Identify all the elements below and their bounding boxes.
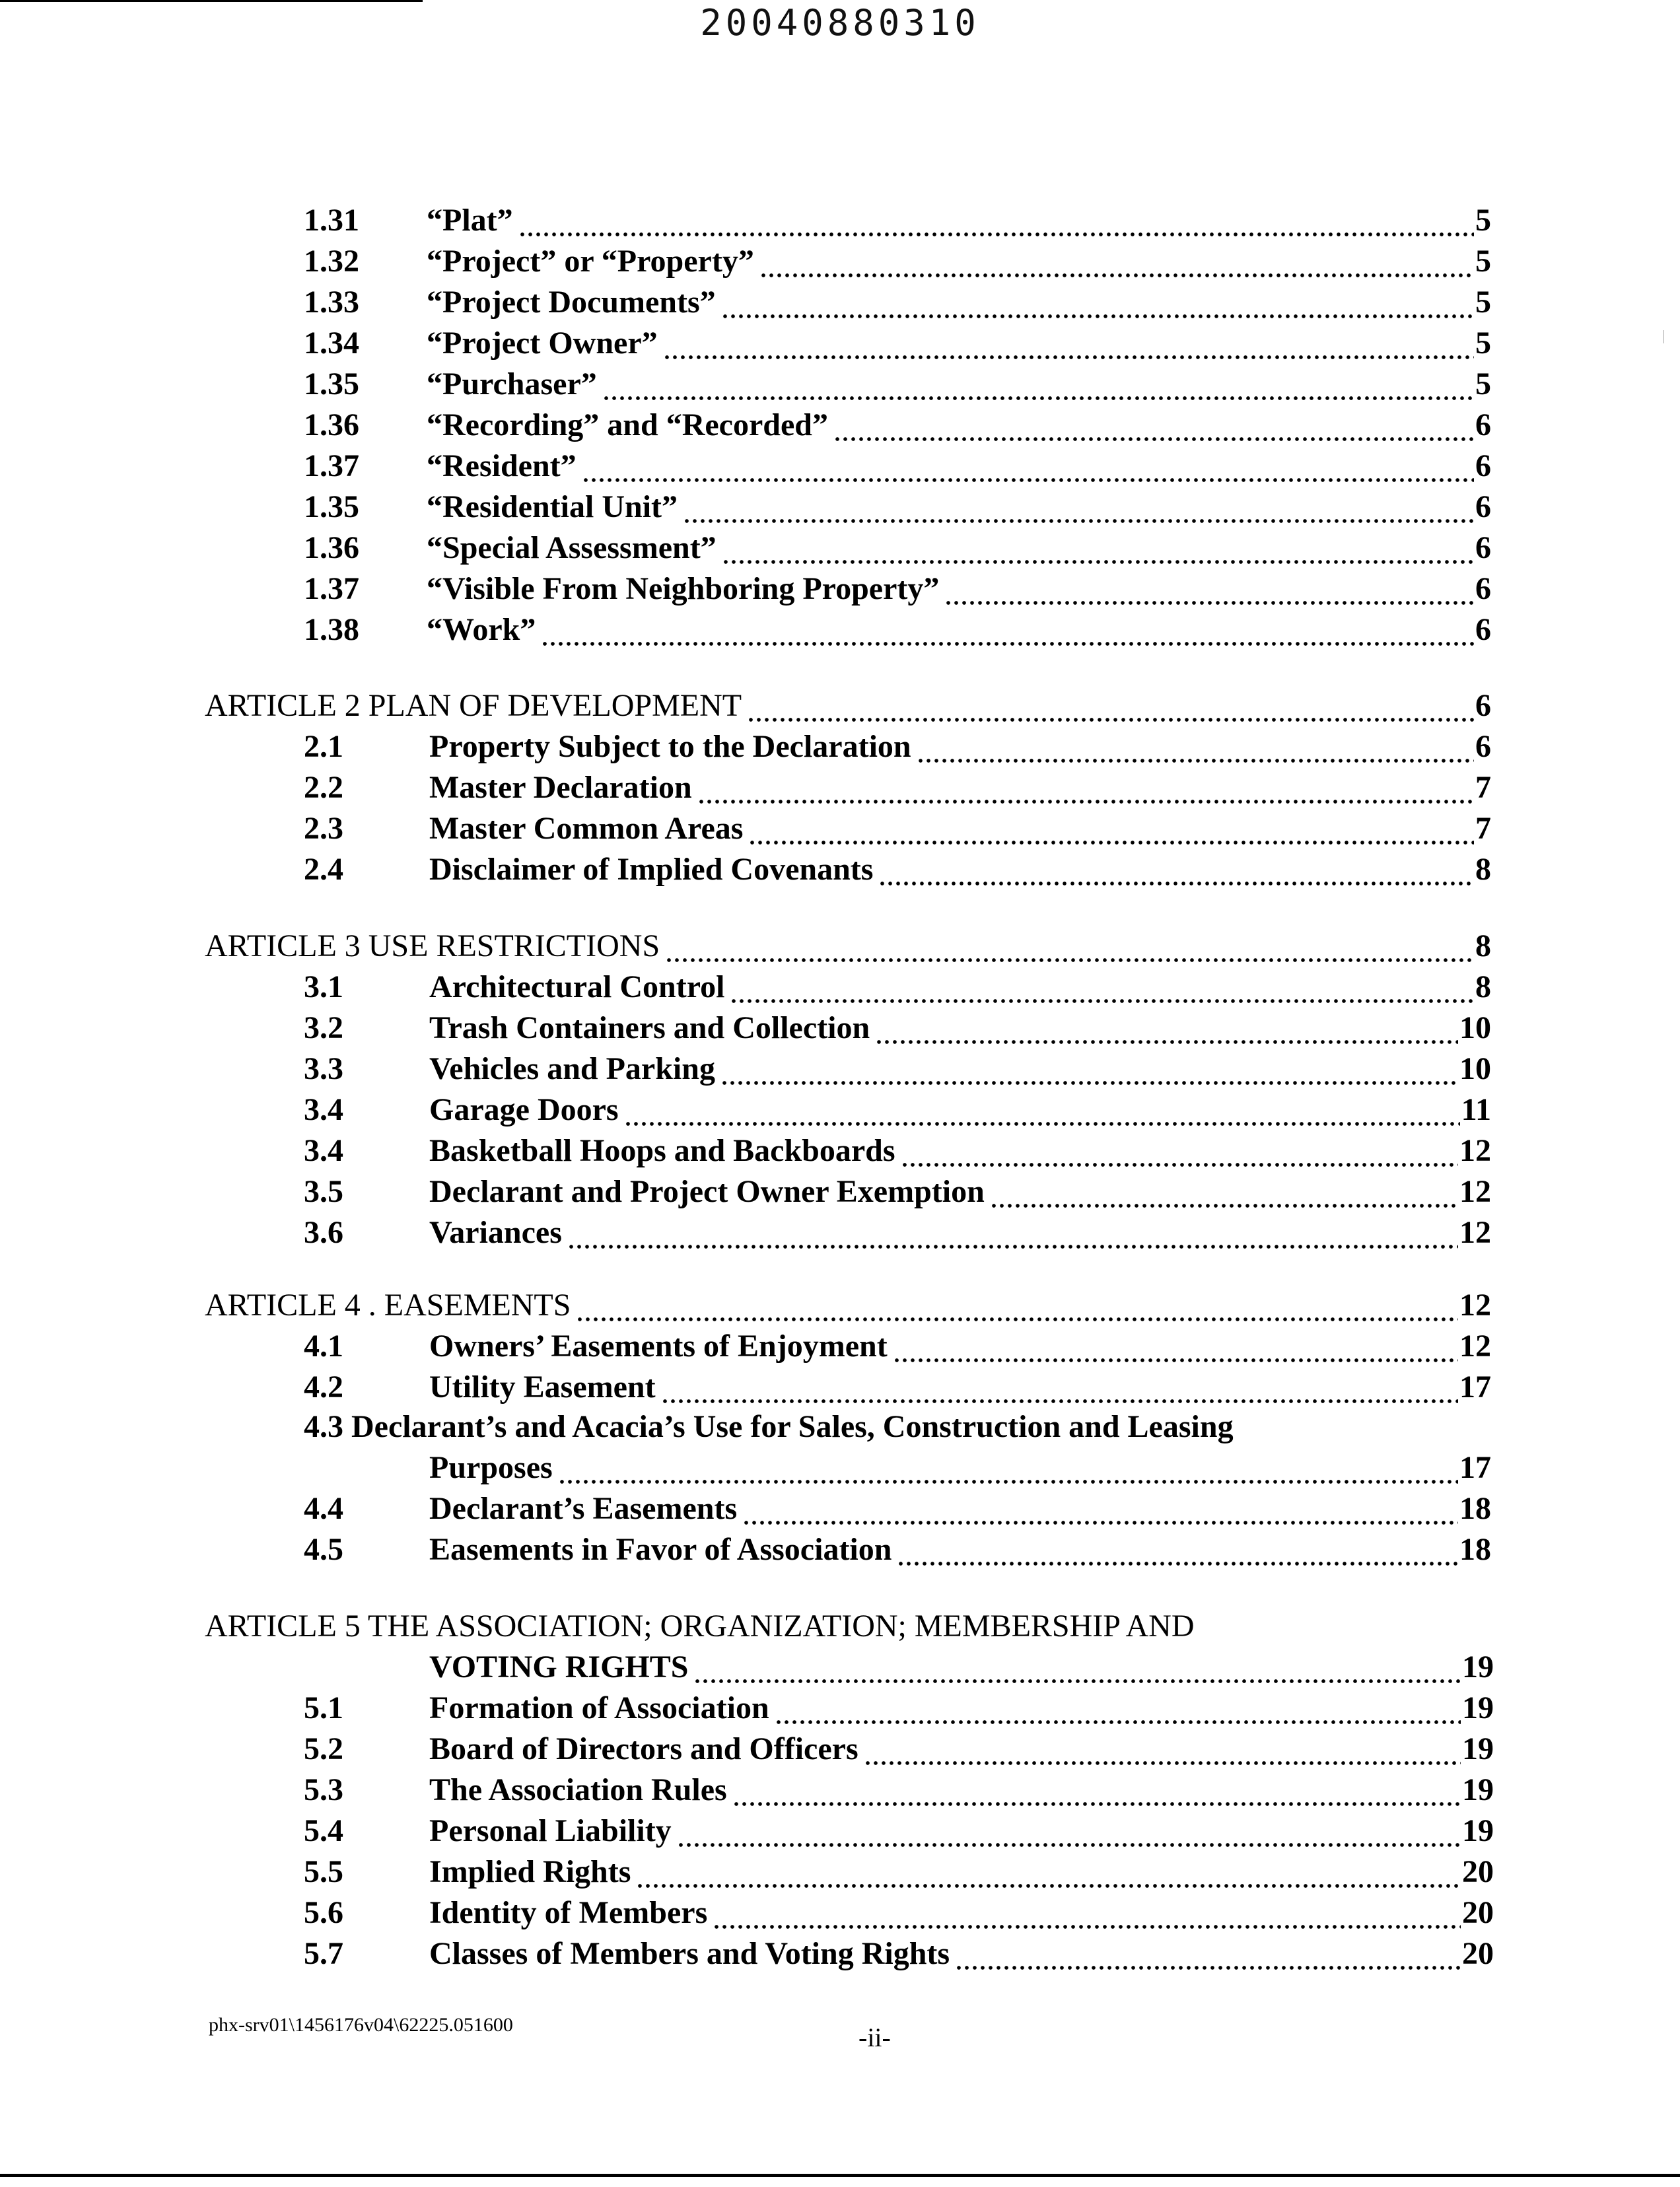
toc-page-number: 6 bbox=[1475, 612, 1491, 647]
bottom-scan-rule bbox=[0, 2174, 1680, 2177]
toc-page-number: 10 bbox=[1459, 1051, 1491, 1086]
toc-page-number: 19 bbox=[1462, 1731, 1494, 1766]
dot-leader bbox=[893, 1326, 1458, 1367]
toc-entry bbox=[304, 1406, 1491, 1447]
toc-page-number: 8 bbox=[1475, 928, 1491, 963]
toc-entry-title: “Project” or “Property” bbox=[427, 244, 754, 279]
toc-page-number: 10 bbox=[1459, 1010, 1491, 1045]
toc-entry-number: 2.3 bbox=[304, 811, 343, 846]
toc-entry-title: ARTICLE 2 PLAN OF DEVELOPMENT bbox=[205, 688, 742, 723]
toc-entry bbox=[304, 1367, 1491, 1408]
toc-entry-number: 1.35 bbox=[304, 489, 359, 524]
toc-entry bbox=[304, 1326, 1491, 1367]
dot-leader bbox=[665, 926, 1474, 967]
toc-entry bbox=[304, 1049, 1491, 1090]
toc-article-heading bbox=[205, 1606, 1494, 1647]
toc-page-number: 5 bbox=[1475, 203, 1491, 238]
toc-entry-title: Classes of Members and Voting Rights bbox=[429, 1936, 950, 1971]
toc-entry-title: Easements in Favor of Association bbox=[429, 1532, 892, 1567]
toc-entry bbox=[304, 241, 1491, 282]
toc-entry-number: 2.1 bbox=[304, 729, 343, 764]
toc-page-number: 12 bbox=[1459, 1288, 1491, 1323]
toc-page-number: 5 bbox=[1475, 244, 1491, 279]
toc-page-number: 6 bbox=[1475, 571, 1491, 606]
toc-page-number: 19 bbox=[1462, 1690, 1494, 1725]
toc-page-number: 11 bbox=[1461, 1092, 1491, 1127]
toc-entry-number: 5.1 bbox=[304, 1690, 343, 1725]
dot-leader bbox=[720, 1049, 1458, 1090]
toc-entry-title: Declarant and Project Owner Exemption bbox=[429, 1174, 985, 1209]
toc-entry-number: 5.4 bbox=[304, 1813, 343, 1848]
dot-leader bbox=[683, 487, 1474, 528]
dot-leader bbox=[990, 1171, 1458, 1212]
dot-leader bbox=[944, 569, 1474, 609]
toc-entry-number: 3.1 bbox=[304, 969, 343, 1004]
dot-leader bbox=[721, 282, 1474, 323]
toc-article-heading bbox=[205, 1285, 1491, 1326]
toc-entry-number: 3.3 bbox=[304, 1051, 343, 1086]
toc-page-number: 5 bbox=[1475, 285, 1491, 320]
toc-entry bbox=[304, 1488, 1491, 1529]
toc-entry-title: ARTICLE 5 THE ASSOCIATION; ORGANIZATION; MEMBERSHIP AND bbox=[205, 1609, 1195, 1644]
toc-page-number: 5 bbox=[1475, 366, 1491, 401]
dot-leader bbox=[864, 1729, 1461, 1770]
toc-entry-title: “Residential Unit” bbox=[427, 489, 678, 524]
toc-page-number: 6 bbox=[1475, 729, 1491, 764]
toc-page-number: 20 bbox=[1462, 1895, 1494, 1930]
dot-leader bbox=[693, 1647, 1461, 1688]
dot-leader bbox=[518, 200, 1474, 241]
toc-entry bbox=[429, 1447, 1491, 1488]
dot-leader bbox=[576, 1285, 1458, 1326]
toc-entry-title: Architectural Control bbox=[429, 969, 725, 1004]
toc-page-number: 5 bbox=[1475, 326, 1491, 361]
toc-entry-number: 2.4 bbox=[304, 852, 343, 887]
dot-leader bbox=[541, 609, 1474, 650]
toc-entry bbox=[304, 1811, 1494, 1852]
toc-entry bbox=[304, 1770, 1494, 1811]
toc-page-number: 12 bbox=[1459, 1329, 1491, 1364]
toc-page-number: 17 bbox=[1459, 1450, 1491, 1485]
toc-entry-number: 4.5 bbox=[304, 1532, 343, 1567]
toc-entry bbox=[304, 808, 1491, 849]
toc-entry-number: 5.5 bbox=[304, 1854, 343, 1889]
dot-leader bbox=[742, 1488, 1458, 1529]
toc-page-number: 18 bbox=[1459, 1532, 1491, 1567]
toc-entry bbox=[304, 967, 1491, 1008]
toc-entry-title: “Visible From Neighboring Property” bbox=[427, 571, 940, 606]
dot-leader bbox=[917, 726, 1474, 767]
toc-entry-title: “Project Documents” bbox=[427, 285, 716, 320]
dot-leader bbox=[955, 1933, 1461, 1974]
toc-entry bbox=[304, 1130, 1491, 1171]
toc-entry-title: Implied Rights bbox=[429, 1854, 631, 1889]
toc-entry-number: 4.4 bbox=[304, 1491, 343, 1526]
dot-leader bbox=[897, 1529, 1458, 1570]
toc-entry-title: “Resident” bbox=[427, 448, 577, 483]
dot-leader bbox=[722, 528, 1474, 569]
dot-leader bbox=[833, 405, 1474, 446]
toc-entry-title: “Purchaser” bbox=[427, 366, 597, 401]
toc-entry-title: “Project Owner” bbox=[427, 326, 658, 361]
toc-entry-number: 5.3 bbox=[304, 1772, 343, 1807]
toc-page-number: 19 bbox=[1462, 1772, 1494, 1807]
toc-entry-number: 1.32 bbox=[304, 244, 359, 279]
toc-entry-title: ARTICLE 3 USE RESTRICTIONS bbox=[205, 928, 660, 963]
toc-entry-title: Formation of Association bbox=[429, 1690, 769, 1725]
toc-entry bbox=[304, 528, 1491, 569]
toc-entry bbox=[304, 1171, 1491, 1212]
toc-entry-number: 1.34 bbox=[304, 326, 359, 361]
toc-entry-title: Personal Liability bbox=[429, 1813, 672, 1848]
dot-leader bbox=[775, 1688, 1461, 1729]
toc-entry bbox=[304, 1090, 1491, 1130]
toc-entry-number: 1.31 bbox=[304, 203, 359, 238]
toc-entry bbox=[304, 569, 1491, 609]
toc-page-number: 8 bbox=[1475, 969, 1491, 1004]
dot-leader bbox=[558, 1447, 1458, 1488]
toc-page-number: 7 bbox=[1475, 811, 1491, 846]
toc-entry bbox=[304, 1008, 1491, 1049]
dot-leader bbox=[748, 808, 1474, 849]
toc-entry-number: 2.2 bbox=[304, 770, 343, 805]
toc-entry-title: Utility Easement bbox=[429, 1370, 656, 1405]
toc-page-number: 19 bbox=[1462, 1649, 1494, 1684]
toc-page-number: 20 bbox=[1462, 1854, 1494, 1889]
dot-leader bbox=[901, 1130, 1458, 1171]
toc-page-number: 19 bbox=[1462, 1813, 1494, 1848]
dot-leader bbox=[747, 685, 1474, 726]
dot-leader bbox=[661, 1367, 1458, 1408]
toc-entry bbox=[304, 1892, 1494, 1933]
toc-entry-title: Master Common Areas bbox=[429, 811, 744, 846]
toc-entry-title: Declarant’s Easements bbox=[429, 1491, 738, 1526]
dot-leader bbox=[697, 767, 1474, 808]
dot-leader bbox=[663, 323, 1474, 364]
toc-page-number: 12 bbox=[1459, 1215, 1491, 1250]
toc-article-heading bbox=[205, 685, 1491, 726]
toc-entry-number: 1.38 bbox=[304, 612, 359, 647]
toc-entry-number: 4.2 bbox=[304, 1370, 343, 1405]
dot-leader bbox=[732, 1770, 1461, 1811]
toc-page-number: 18 bbox=[1459, 1491, 1491, 1526]
dot-leader bbox=[875, 1008, 1458, 1049]
toc-entry bbox=[304, 726, 1491, 767]
toc-entry bbox=[304, 405, 1491, 446]
toc-page-number: 20 bbox=[1462, 1936, 1494, 1971]
toc-entry bbox=[304, 767, 1491, 808]
toc-page-number: 6 bbox=[1475, 448, 1491, 483]
toc-entry-title: The Association Rules bbox=[429, 1772, 727, 1807]
toc-entry-title: 4.3 Declarant’s and Acacia’s Use for Sales, Construction and Leasing bbox=[304, 1409, 1234, 1444]
dot-leader bbox=[759, 241, 1474, 282]
dot-leader bbox=[730, 967, 1474, 1008]
toc-entry-title: Vehicles and Parking bbox=[429, 1051, 715, 1086]
toc-entry bbox=[304, 282, 1491, 323]
dot-leader bbox=[878, 849, 1474, 890]
toc-entry-title: ARTICLE 4 . EASEMENTS bbox=[205, 1288, 571, 1323]
toc-entry-title: Owners’ Easements of Enjoyment bbox=[429, 1329, 888, 1364]
toc-entry bbox=[304, 849, 1491, 890]
toc-entry-title: “Special Assessment” bbox=[427, 530, 717, 565]
toc-entry bbox=[429, 1647, 1494, 1688]
toc-entry-title: Board of Directors and Officers bbox=[429, 1731, 858, 1766]
dot-leader bbox=[624, 1090, 1460, 1130]
toc-entry-title: Master Declaration bbox=[429, 770, 692, 805]
toc-entry-title: Trash Containers and Collection bbox=[429, 1010, 870, 1045]
toc-entry bbox=[304, 446, 1491, 487]
toc-entry-number: 1.36 bbox=[304, 530, 359, 565]
toc-page-number: 17 bbox=[1459, 1370, 1491, 1405]
toc-entry-title: Basketball Hoops and Backboards bbox=[429, 1133, 895, 1168]
dot-leader bbox=[636, 1852, 1461, 1892]
dot-leader bbox=[713, 1892, 1461, 1933]
toc-page-number: 6 bbox=[1475, 407, 1491, 442]
toc-entry-number: 3.6 bbox=[304, 1215, 343, 1250]
toc-entry bbox=[304, 200, 1491, 241]
toc-entry bbox=[304, 1933, 1494, 1974]
dot-leader bbox=[567, 1212, 1458, 1253]
toc-entry-number: 1.37 bbox=[304, 571, 359, 606]
toc-entry bbox=[304, 1688, 1494, 1729]
toc-page-number: 6 bbox=[1475, 489, 1491, 524]
toc-entry bbox=[304, 1212, 1491, 1253]
toc-entry-number: 1.37 bbox=[304, 448, 359, 483]
toc-entry-title: VOTING RIGHTS bbox=[429, 1649, 689, 1684]
toc-page-number: 12 bbox=[1459, 1133, 1491, 1168]
toc-entry-title: “Plat” bbox=[427, 203, 513, 238]
document-number: 20040880310 bbox=[700, 2, 980, 44]
toc-article-heading bbox=[205, 926, 1491, 967]
toc-entry-title: “Work” bbox=[427, 612, 536, 647]
toc-entry bbox=[304, 1729, 1494, 1770]
toc-entry bbox=[304, 609, 1491, 650]
toc-entry bbox=[304, 487, 1491, 528]
toc-entry-title: “Recording” and “Recorded” bbox=[427, 407, 828, 442]
toc-entry-title: Garage Doors bbox=[429, 1092, 619, 1127]
footer-page-number: -ii- bbox=[858, 2023, 891, 2052]
dot-leader bbox=[582, 446, 1474, 487]
toc-entry-number: 4.1 bbox=[304, 1329, 343, 1364]
toc-entry bbox=[304, 364, 1491, 405]
dot-leader bbox=[677, 1811, 1461, 1852]
toc-page-number: 7 bbox=[1475, 770, 1491, 805]
toc-entry-title: Purposes bbox=[429, 1450, 553, 1485]
toc-entry-number: 5.6 bbox=[304, 1895, 343, 1930]
toc-entry-number: 3.2 bbox=[304, 1010, 343, 1045]
toc-entry bbox=[304, 1529, 1491, 1570]
toc-entry-number: 3.4 bbox=[304, 1092, 343, 1127]
toc-entry-number: 1.33 bbox=[304, 285, 359, 320]
toc-entry-title: Disclaimer of Implied Covenants bbox=[429, 852, 874, 887]
toc-page-number: 6 bbox=[1475, 688, 1491, 723]
toc-entry-title: Property Subject to the Declaration bbox=[429, 729, 911, 764]
toc-entry-number: 1.35 bbox=[304, 366, 359, 401]
toc-entry bbox=[304, 1852, 1494, 1892]
toc-entry-number: 5.7 bbox=[304, 1936, 343, 1971]
toc-page-number: 12 bbox=[1459, 1174, 1491, 1209]
toc-entry-title: Identity of Members bbox=[429, 1895, 708, 1930]
toc-page-number: 8 bbox=[1475, 852, 1491, 887]
toc-entry-number: 3.4 bbox=[304, 1133, 343, 1168]
toc-page-number: 6 bbox=[1475, 530, 1491, 565]
dot-leader bbox=[602, 364, 1474, 405]
toc-entry-number: 1.36 bbox=[304, 407, 359, 442]
footer-file-reference: phx-srv01\1456176v04\62225.051600 bbox=[209, 2014, 513, 2036]
toc-entry-title: Variances bbox=[429, 1215, 562, 1250]
toc-entry-number: 5.2 bbox=[304, 1731, 343, 1766]
toc-entry-number: 3.5 bbox=[304, 1174, 343, 1209]
toc-entry bbox=[304, 323, 1491, 364]
